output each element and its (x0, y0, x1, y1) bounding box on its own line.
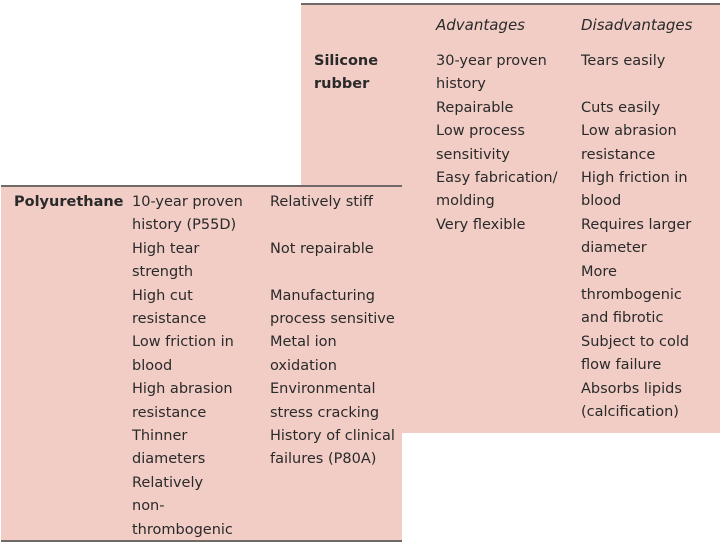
polyurethane-label: Polyurethane (14, 194, 124, 210)
list-item: flow failure (581, 357, 662, 374)
silicone-label-line2: rubber (314, 76, 370, 92)
polyurethane-table-panel (1, 185, 402, 542)
list-item: resistance (132, 404, 207, 421)
list-item (270, 214, 395, 237)
polyurethane-advantages-list (132, 191, 243, 542)
silicone-label-line1: Silicone (314, 53, 379, 69)
list-item: oxidation (270, 357, 337, 374)
list-item: sensitivity (436, 146, 510, 163)
list-item: Easy fabrication/ (436, 170, 558, 187)
list-item: Relatively stiff (270, 194, 373, 210)
list-item: Environmental (270, 381, 376, 398)
list-item: Very flexible (436, 216, 526, 233)
disadvantages-header: Disadvantages (581, 16, 693, 34)
list-item: Cuts easily (581, 99, 661, 116)
list-item: failures (P80A) (270, 451, 377, 468)
list-item: Low process (436, 123, 525, 140)
list-item: molding (436, 193, 495, 210)
list-item: thrombogenic (581, 287, 682, 304)
list-item: Relatively (132, 474, 204, 491)
silicone-advantages-list (436, 50, 558, 237)
list-item: strength (132, 264, 194, 281)
list-item: Repairable (436, 99, 514, 116)
list-item: blood (581, 193, 622, 210)
list-item (270, 261, 395, 284)
list-item: thrombogenic (132, 521, 233, 538)
list-item: Subject to cold (581, 333, 690, 350)
silicone-label (314, 50, 378, 96)
list-item: History of clinical (270, 428, 395, 445)
list-item: diameter (581, 240, 647, 257)
list-item: More (581, 263, 617, 280)
list-item: and fibrotic (581, 310, 664, 327)
list-item: High tear (132, 240, 200, 257)
list-item: Manufacturing (270, 287, 375, 304)
list-item: High cut (132, 287, 193, 304)
list-item: High friction in (581, 170, 688, 187)
list-item: diameters (132, 451, 206, 468)
polyurethane-disadvantages-list (270, 191, 395, 472)
advantages-header: Advantages (436, 16, 525, 34)
list-item: Thinner (132, 428, 188, 445)
list-item: Requires larger (581, 216, 692, 233)
list-item: Metal ion (270, 334, 337, 351)
list-item: Absorbs lipids (581, 380, 682, 397)
list-item: resistance (581, 146, 656, 163)
list-item (581, 73, 691, 96)
list-item: 10-year proven (132, 194, 243, 210)
list-item: (calcification) (581, 404, 679, 421)
list-item: history (436, 76, 486, 93)
list-item: resistance (132, 311, 207, 328)
list-item: Low abrasion (581, 123, 677, 140)
list-item: non- (132, 498, 165, 515)
list-item: High abrasion (132, 381, 233, 398)
list-item: stress cracking (270, 404, 380, 421)
silicone-disadvantages-list (581, 50, 691, 425)
list-item: Low friction in (132, 334, 234, 351)
list-item: Tears easily (581, 53, 666, 69)
list-item: Not repairable (270, 240, 374, 257)
list-item: 30-year proven (436, 53, 547, 69)
list-item: blood (132, 357, 173, 374)
list-item: history (P55D) (132, 217, 237, 234)
list-item: process sensitive (270, 311, 395, 328)
